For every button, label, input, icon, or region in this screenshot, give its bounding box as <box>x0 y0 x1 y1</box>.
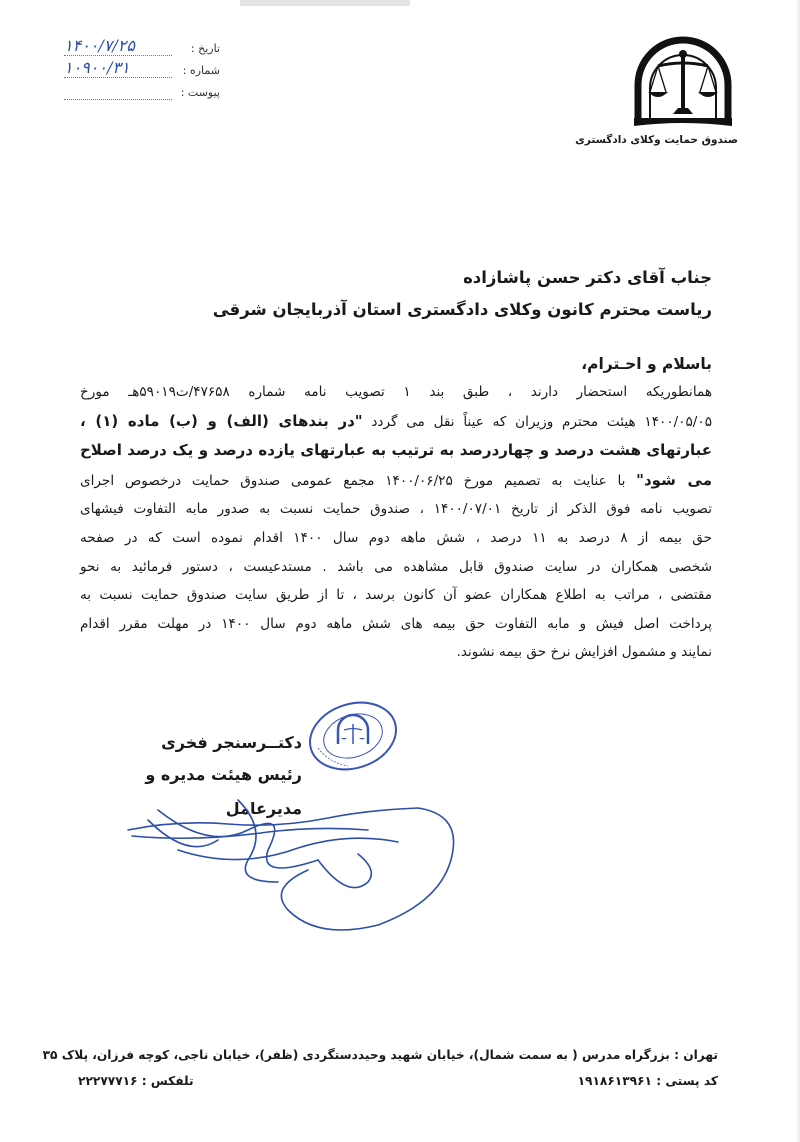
organization-name: صندوق حمایت وکلای دادگستری <box>575 134 738 146</box>
ref-date-label: تاریخ : <box>190 42 220 55</box>
body-paragraph <box>80 378 712 667</box>
recipient-block <box>213 262 712 326</box>
ref-number-label: شماره : <box>182 64 220 77</box>
ref-attachment-row <box>60 82 220 104</box>
body-line-bold <box>80 436 712 466</box>
body-text-segment: با عنایت به تصمیم مورخ ۱۴۰۰/۰۶/۲۵ مجمع عمومی صندوق حمایت درخصوص اجرای <box>80 472 637 489</box>
body-line: شخصی همکاران در سایت صندوق قابل مشاهده می باشد . مستدعیست ، دستور فرمائید به نحو <box>80 558 712 575</box>
ref-date-value: ۱۴۰۰/۷/۲۵ <box>64 36 135 55</box>
body-line: تصویب نامه فوق الذکر از تاریخ ۱۴۰۰/۰۷/۰۱ ، صندوق حمایت نسبت به صدور مابه التفاوت فیشهای <box>80 501 712 518</box>
dotted-line <box>64 99 172 100</box>
stamp-seal-icon <box>298 696 408 776</box>
recipient-name: جناب آقای دکتر حسن پاشازاده <box>463 268 712 287</box>
scales-of-justice-icon <box>628 30 738 134</box>
recipient-title: ریاست محترم کانون وکلای دادگستری استان آذربایجان شرقی <box>212 300 712 319</box>
ref-date-row <box>60 38 220 60</box>
scan-edge-shadow <box>796 0 800 1142</box>
footer <box>42 1048 718 1100</box>
body-line <box>80 407 712 437</box>
letter-body <box>80 350 712 667</box>
body-line: مقتضی ، مراتب به اطلاع همکاران عضو آن کانون برسد ، تا از طریق سایت صندوق حمایت نسبت به <box>80 587 712 604</box>
dotted-line <box>64 55 172 56</box>
footer-fax: تلفکس : ۲۲۲۷۷۷۱۶ <box>78 1074 194 1088</box>
body-line: پرداخت اصل فیش و مابه التفاوت حق بیمه های شش ماهه دوم سال ۱۴۰۰ در مهلت مقرر اقدام <box>80 615 713 632</box>
footer-address: تهران : بزرگراه مدرس ( به سمت شمال)، خیابان شهید وحیددستگردی (ظفر)، خیابان ناجی، کوچه فرزان، پلاک ۳۵ <box>42 1048 718 1062</box>
signer-name: دکتــرسنجر فخری <box>161 733 302 752</box>
body-text-segment: ۱۴۰۰/۰۵/۰۵ هیئت محترم وزیران که عیناً نقل می گردد <box>362 413 712 430</box>
body-quote-bold: عبارتهای هشت درصد و چهاردرصد به ترتیب به عبارتهای یازده درصد و یک درصد اصلاح <box>80 441 712 460</box>
body-line: حق بیمه از ۸ درصد به ۱۱ درصد ، شش ماهه دوم سال ۱۴۰۰ اقدام نموده است که در صفحه <box>80 529 713 546</box>
footer-postal-code: کد پستی : ۱۹۱۸۶۱۳۹۶۱ <box>577 1074 718 1088</box>
organization-logo <box>575 30 738 160</box>
handwritten-signature <box>118 790 463 940</box>
ref-number-value: ۱۰۹۰۰/۳۱ <box>64 58 130 77</box>
body-line: همانطوریکه استحضار دارند ، طبق بند ۱ تصویب نامه شماره ۴۷۶۵۸/ت۵۹۰۱۹هـ مورخ <box>80 384 712 400</box>
ref-attachment-label: پیوست : <box>180 86 220 99</box>
ref-number-row <box>60 60 220 82</box>
footer-contact-row <box>78 1074 718 1100</box>
body-quote-bold: "در بندهای (الف) و (ب) ماده (۱) ، <box>80 411 363 430</box>
greeting: باسلام و احـترام، <box>581 355 712 373</box>
scan-edge-artifact <box>240 0 410 6</box>
reference-block <box>60 38 220 104</box>
dotted-line <box>64 77 172 78</box>
signature-icon <box>118 790 463 940</box>
body-quote-bold: می شود" <box>636 470 712 489</box>
signer-title: رئیس هیئت مدیره و مدیرعامل <box>145 765 302 818</box>
official-stamp <box>298 696 408 776</box>
body-line: نمایند و مشمول افزایش نرخ حق بیمه نشوند. <box>456 644 712 661</box>
body-line <box>80 466 712 496</box>
